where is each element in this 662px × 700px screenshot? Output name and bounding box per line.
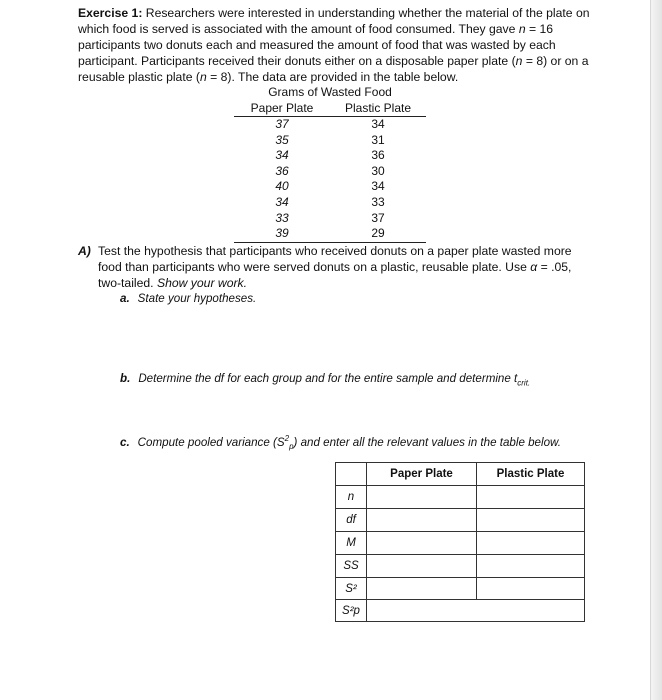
- n-variable: n: [518, 22, 526, 36]
- table-row: [234, 148, 426, 164]
- paper-value: 34: [275, 148, 289, 163]
- answer-table: [335, 462, 585, 622]
- row-label-m: M: [336, 532, 367, 554]
- table-row: [234, 133, 426, 149]
- answer-row-s2p: [336, 600, 584, 621]
- paper-n: = 8): [522, 54, 548, 68]
- paper-value: 33: [275, 210, 289, 225]
- paper-value: 39: [275, 226, 289, 241]
- table-row: [234, 179, 426, 195]
- answer-cell-plastic[interactable]: [477, 532, 584, 554]
- answer-cell-plastic[interactable]: [477, 486, 584, 508]
- alpha-value: = .05, two-tailed.: [98, 260, 572, 290]
- sub-c-sub: p: [289, 442, 294, 452]
- sub-c-label: c.: [120, 435, 130, 449]
- exercise-title: Exercise 1:: [78, 6, 143, 20]
- sub-c-text-pre: Compute pooled variance (S: [137, 435, 285, 449]
- table-row: [234, 164, 426, 180]
- intro-text: . The data are provided in the table below.: [231, 70, 459, 84]
- row-label-ss: SS: [336, 555, 367, 577]
- show-work-note: Show your work.: [156, 276, 248, 290]
- answer-cell-paper[interactable]: [367, 532, 477, 554]
- paper-value: 40: [275, 179, 289, 194]
- column-header-paper: Paper Plate: [250, 101, 314, 115]
- question-a-label: A): [78, 244, 91, 258]
- answer-cell-plastic[interactable]: [477, 555, 584, 577]
- plastic-value: 37: [371, 210, 385, 225]
- intro-text: or on a reusable plastic plate (: [78, 54, 589, 84]
- wasted-food-table: [234, 85, 426, 243]
- row-label-df: df: [336, 509, 367, 531]
- paper-value: 36: [275, 163, 289, 178]
- exercise-intro: [78, 5, 598, 85]
- column-header-plastic: Plastic Plate: [344, 101, 412, 115]
- paper-value: 34: [275, 194, 289, 209]
- sub-c-text-post: ) and enter all the relevant values in the table below.: [293, 435, 561, 449]
- t-crit-subscript: crit.: [517, 378, 531, 388]
- sub-a-label: a.: [120, 292, 130, 305]
- question-a: [78, 243, 578, 290]
- plastic-value: 33: [371, 194, 385, 209]
- sub-a-text: State your hypotheses.: [137, 292, 257, 305]
- answer-cell-paper[interactable]: [367, 486, 477, 508]
- answer-cell-paper[interactable]: [367, 555, 477, 577]
- sub-c-sup: 2: [284, 434, 290, 443]
- page-edge: [650, 0, 662, 700]
- n-total: = 16: [525, 22, 554, 36]
- table-row: [234, 195, 426, 211]
- table-row: [234, 211, 426, 227]
- corner-cell: [336, 463, 367, 485]
- paper-value: 35: [275, 132, 289, 147]
- answer-cell-paper[interactable]: [367, 509, 477, 531]
- sub-b-text: Determine the df for each group and for the entire sample and determine t: [138, 372, 518, 385]
- question-a-text: [98, 243, 578, 291]
- table-title: Grams of Wasted Food: [268, 85, 392, 99]
- intro-paragraph: [78, 5, 598, 85]
- plastic-value: 29: [371, 226, 385, 241]
- answer-row-ss: [336, 555, 584, 578]
- plastic-value: 31: [371, 132, 385, 147]
- plastic-n: = 8): [206, 70, 232, 84]
- table-row: [234, 226, 426, 243]
- header-plastic-plate: Plastic Plate: [496, 468, 565, 480]
- answer-row-s2: [336, 578, 584, 600]
- n-variable: n: [515, 54, 523, 68]
- answer-header-row: [336, 463, 584, 486]
- table-header: [234, 100, 426, 117]
- plastic-value: 34: [371, 117, 385, 131]
- answer-row-n: [336, 486, 584, 509]
- row-label-s2: S²: [336, 578, 367, 599]
- sub-b-label: b.: [120, 372, 131, 385]
- sub-question-c: [120, 434, 561, 451]
- table-row: [234, 117, 426, 133]
- sub-question-a: [120, 292, 256, 305]
- intro-text: participants two donuts each and measured the amount of food that was wasted by each participant. Participants received their donuts either on a disposable paper plate (: [78, 38, 556, 68]
- answer-cell-plastic[interactable]: [477, 509, 584, 531]
- plastic-value: 30: [371, 163, 385, 178]
- pooled-variance-cell[interactable]: [367, 600, 584, 621]
- answer-cell-paper[interactable]: [367, 578, 477, 599]
- n-variable: n: [199, 70, 207, 84]
- row-label-n: n: [336, 486, 367, 508]
- sub-question-b: [120, 372, 530, 387]
- answer-row-df: [336, 509, 584, 532]
- row-label-s2p: S²p: [336, 600, 367, 621]
- answer-cell-plastic[interactable]: [477, 578, 584, 599]
- question-a-body: Test the hypothesis that participants who received donuts on a paper plate wasted more food than participants who were served donuts on a plastic, reusable plate. Use: [98, 244, 572, 274]
- paper-value: 37: [275, 117, 289, 131]
- intro-text: Researchers were interested in understanding whether the material of the plate on which food is served is associated with the amount of food consumed. They gave: [78, 6, 590, 36]
- header-paper-plate: Paper Plate: [367, 463, 477, 485]
- alpha-symbol: α: [530, 260, 538, 274]
- plastic-value: 34: [371, 179, 385, 194]
- answer-row-m: [336, 532, 584, 555]
- plastic-value: 36: [371, 148, 385, 163]
